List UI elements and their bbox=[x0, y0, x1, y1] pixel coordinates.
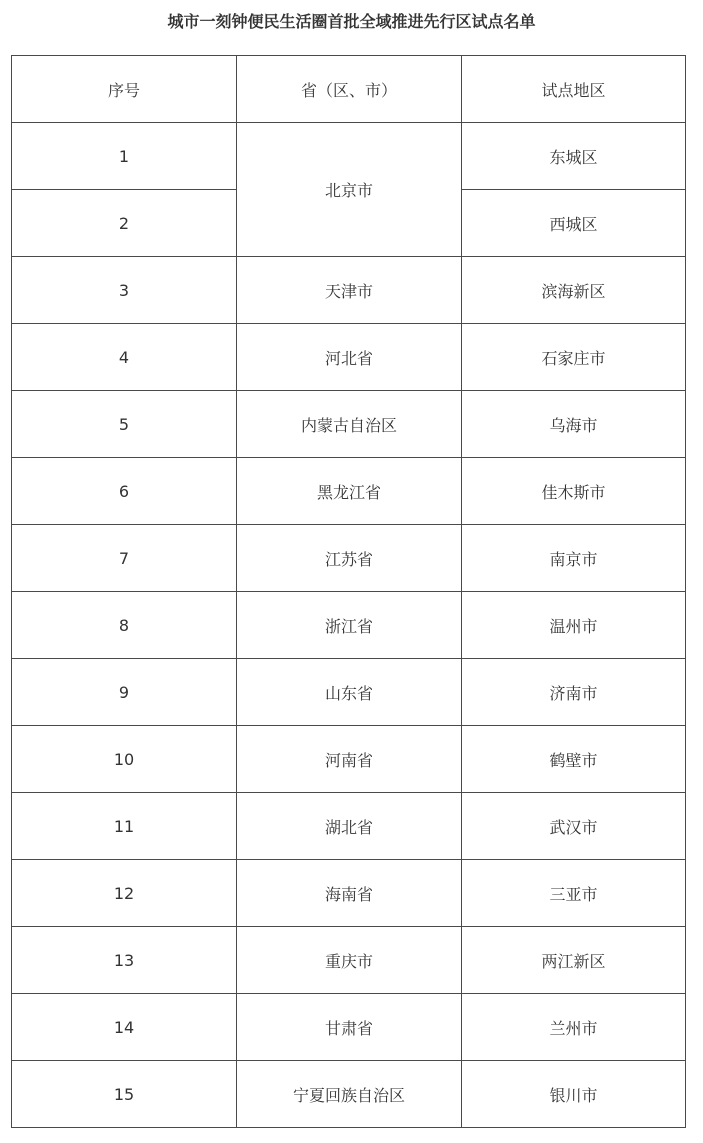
row-region: 东城区 bbox=[462, 123, 686, 190]
row-province: 黑龙江省 bbox=[237, 458, 462, 525]
row-region: 银川市 bbox=[462, 1061, 686, 1128]
row-province: 宁夏回族自治区 bbox=[237, 1061, 462, 1128]
table-row bbox=[12, 324, 686, 391]
row-province: 天津市 bbox=[237, 257, 462, 324]
row-index: 2 bbox=[12, 190, 237, 257]
row-province: 浙江省 bbox=[237, 592, 462, 659]
row-region: 温州市 bbox=[462, 592, 686, 659]
table-row bbox=[12, 659, 686, 726]
row-index: 4 bbox=[12, 324, 237, 391]
table-row bbox=[12, 123, 686, 190]
row-region: 南京市 bbox=[462, 525, 686, 592]
row-index: 6 bbox=[12, 458, 237, 525]
row-index: 11 bbox=[12, 793, 237, 860]
row-index: 14 bbox=[12, 994, 237, 1061]
header-region: 试点地区 bbox=[462, 56, 686, 123]
row-province: 重庆市 bbox=[237, 927, 462, 994]
row-index: 15 bbox=[12, 1061, 237, 1128]
table-row bbox=[12, 726, 686, 793]
row-index: 7 bbox=[12, 525, 237, 592]
row-province: 山东省 bbox=[237, 659, 462, 726]
row-index: 5 bbox=[12, 391, 237, 458]
row-region: 乌海市 bbox=[462, 391, 686, 458]
row-province: 河南省 bbox=[237, 726, 462, 793]
pilot-list-table bbox=[11, 55, 686, 1128]
row-region: 武汉市 bbox=[462, 793, 686, 860]
row-region: 佳木斯市 bbox=[462, 458, 686, 525]
row-province: 内蒙古自治区 bbox=[237, 391, 462, 458]
table-row bbox=[12, 391, 686, 458]
table-header-row bbox=[12, 56, 686, 123]
row-province: 湖北省 bbox=[237, 793, 462, 860]
row-region: 兰州市 bbox=[462, 994, 686, 1061]
row-province: 海南省 bbox=[237, 860, 462, 927]
row-index: 12 bbox=[12, 860, 237, 927]
row-region: 滨海新区 bbox=[462, 257, 686, 324]
row-province: 江苏省 bbox=[237, 525, 462, 592]
table-row bbox=[12, 1061, 686, 1128]
row-region: 济南市 bbox=[462, 659, 686, 726]
row-region: 三亚市 bbox=[462, 860, 686, 927]
table-row bbox=[12, 592, 686, 659]
row-province: 甘肃省 bbox=[237, 994, 462, 1061]
table-row bbox=[12, 994, 686, 1061]
table-row bbox=[12, 525, 686, 592]
row-region: 两江新区 bbox=[462, 927, 686, 994]
table-row bbox=[12, 793, 686, 860]
row-index: 8 bbox=[12, 592, 237, 659]
row-province: 河北省 bbox=[237, 324, 462, 391]
row-province: 北京市 bbox=[237, 123, 462, 257]
header-province: 省（区、市） bbox=[237, 56, 462, 123]
row-index: 1 bbox=[12, 123, 237, 190]
row-region: 西城区 bbox=[462, 190, 686, 257]
row-index: 10 bbox=[12, 726, 237, 793]
row-index: 13 bbox=[12, 927, 237, 994]
row-index: 3 bbox=[12, 257, 237, 324]
table-row bbox=[12, 458, 686, 525]
document-title: 城市一刻钟便民生活圈首批全域推进先行区试点名单 bbox=[167, 12, 536, 31]
header-index: 序号 bbox=[12, 56, 237, 123]
table-row bbox=[12, 257, 686, 324]
row-region: 鹤壁市 bbox=[462, 726, 686, 793]
table-row bbox=[12, 860, 686, 927]
table-row bbox=[12, 927, 686, 994]
row-index: 9 bbox=[12, 659, 237, 726]
row-region: 石家庄市 bbox=[462, 324, 686, 391]
